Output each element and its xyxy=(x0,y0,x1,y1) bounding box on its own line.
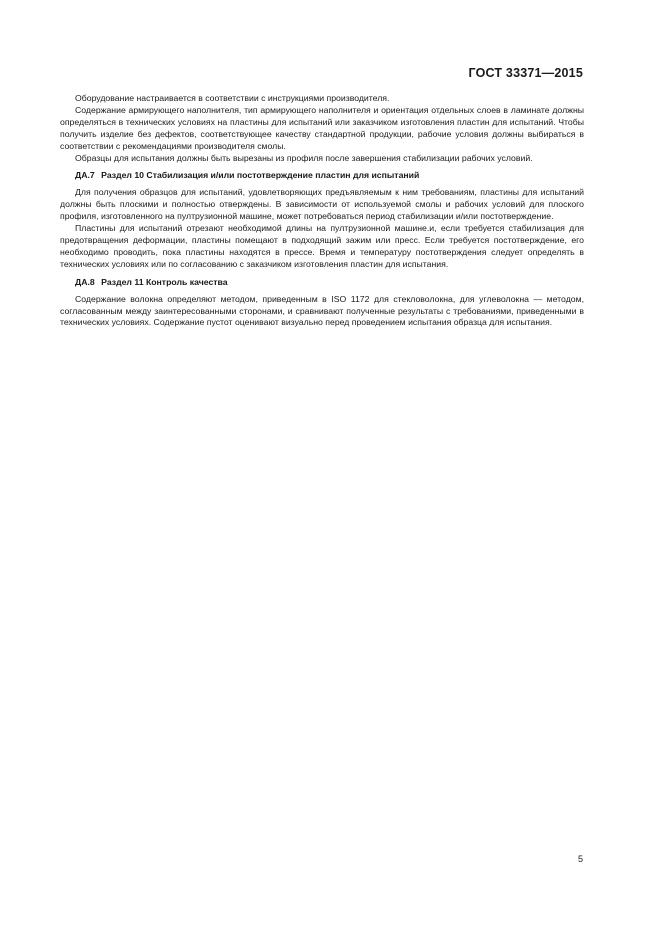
paragraph: Содержание волокна определяют методом, приведенным в ISO 1172 для стекловолокна, для углеволокна — методом, согласованным между заинтересованными сторонами, и сравнивают полученные результаты с требованиями, приведенными в технических условиях. Содержание пустот оценивают визуально перед проведением испытания образца для испытания. xyxy=(60,293,584,328)
document-body xyxy=(60,93,584,329)
section-heading xyxy=(60,170,584,182)
paragraph: Содержание армирующего наполнителя, тип армирующего наполнителя и ориентация отдельных слоев в ламинате должны определяться в технических условиях на пластины для испытаний или заказчиком изготовления пластин для испытаний. Чтобы получить изделие без дефектов, соответствующее качеству стандартной продукции, рабочие условия должны выбираться в соответствии с рекомендациями производителя смолы. xyxy=(60,104,584,151)
paragraph: Оборудование настраивается в соответствии с инструкциями производителя. xyxy=(75,93,390,103)
section-number: ДА.8 xyxy=(75,276,95,287)
paragraph: Образцы для испытания должны быть вырезаны из профиля после завершения стабилизации рабочих условий. xyxy=(75,152,533,163)
page-number: 5 xyxy=(577,854,583,864)
paragraph: Пластины для испытаний отрезают необходимой длины на пултрузионной машине.и, если требуется стабилизация для предотвращения деформации, пластины помещают в подходящий зажим или пресс. Если требуется постотверждение, его необходимо проводить, пока пластины находятся в прессе. Время и температуру постотверждения следует определять в технических условиях или по согласованию с заказчиком изготовления пластин для испытания. xyxy=(60,223,584,269)
document-header: ГОСТ 33371—2015 xyxy=(468,66,583,80)
section-number: ДА.7 xyxy=(75,170,95,181)
section-title: Раздел 10 Стабилизация и/или постотверждение пластин для испытаний xyxy=(101,170,420,181)
paragraph: Для получения образцов для испытаний, удовлетворяющих предъявляемым к ним требованиям, пластины для испытаний должны быть плоскими и полностью отверждены. В зависимости от используемой смолы и рабочих условий для плоского профиля, изготовленного на пултрузионной машине, может потребоваться период стабилизации и/или постотверждение. xyxy=(60,187,584,222)
section-title: Раздел 11 Контроль качества xyxy=(101,276,228,287)
section-heading xyxy=(60,277,584,289)
